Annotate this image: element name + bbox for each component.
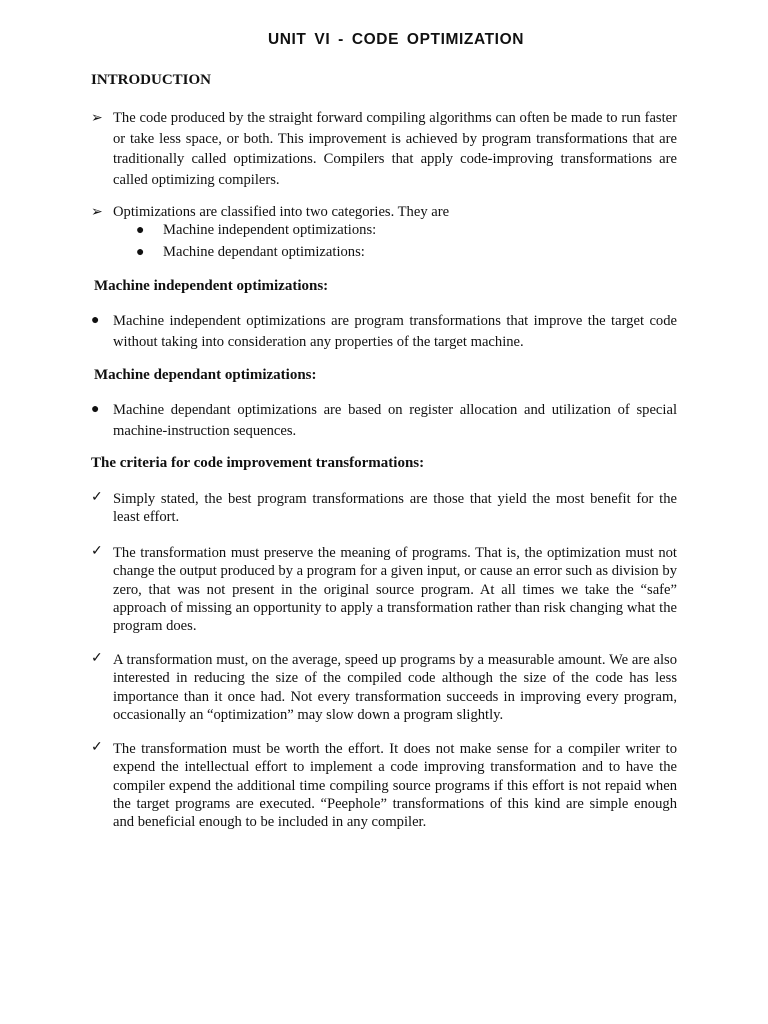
arrow-bullet-icon: ➢ bbox=[91, 111, 103, 126]
checkmark-icon: ✓ bbox=[91, 740, 103, 755]
criteria-item-1: Simply stated, the best program transformations are those that yield the most benefit for the least effort. bbox=[113, 491, 677, 526]
arrow-bullet-icon: ➢ bbox=[91, 205, 103, 220]
checkmark-icon: ✓ bbox=[91, 490, 103, 505]
page-title: UNIT VI - CODE OPTIMIZATION bbox=[267, 31, 525, 48]
machine-independent-text: Machine independent optimizations are program transformations that improve the target code without taking into consideration any properties of the target machine. bbox=[113, 313, 677, 350]
intro-paragraph-2: Optimizations are classified into two categories. They are bbox=[113, 204, 450, 220]
checkmark-icon: ✓ bbox=[91, 651, 103, 666]
checkmark-icon: ✓ bbox=[91, 544, 103, 559]
bullet-dot-icon: ● bbox=[91, 313, 100, 328]
bullet-dot-icon: ● bbox=[136, 245, 145, 260]
criteria-item-3: A transformation must, on the average, speed up programs by a measurable amount. We are also interested in reducing the size of the compiled code although the size of the code has less importance than it once had. Not every transformation succeeds in improving every program, occasionally an “optimization” may slow down a program slightly. bbox=[113, 652, 677, 723]
category-item-independent: Machine independent optimizations: bbox=[163, 222, 377, 238]
criteria-item-2: The transformation must preserve the meaning of programs. That is, the optimization must not change the output produced by a program for a given input, or cause an error such as division by zero, that was not present in the original source program. At all times we take the “safe” approach of missing an opportunity to apply a transformation rather than risk changing what the program does. bbox=[113, 545, 677, 635]
intro-paragraph-1: The code produced by the straight forward compiling algorithms can often be made to run faster or take less space, or both. This improvement is achieved by program transformations that are traditionally called optimizations. Compilers that apply code-improving transformations are called optimizing compilers. bbox=[113, 110, 677, 188]
criteria-item-4: The transformation must be worth the effort. It does not make sense for a compiler writer to expend the intellectual effort to implement a code improving transformation and to have the compiler expend the additional time compiling source programs if this effort is not repaid when the target programs are executed. “Peephole” transformations of this kind are simple enough and beneficial enough to be included in any compiler. bbox=[113, 741, 677, 831]
criteria-heading: The criteria for code improvement transformations: bbox=[91, 455, 425, 471]
machine-independent-heading: Machine independent optimizations: bbox=[94, 278, 329, 294]
introduction-heading: INTRODUCTION bbox=[91, 72, 212, 88]
bullet-dot-icon: ● bbox=[91, 402, 100, 417]
bullet-dot-icon: ● bbox=[136, 223, 145, 238]
category-item-dependant: Machine dependant optimizations: bbox=[163, 244, 365, 260]
machine-dependant-text: Machine dependant optimizations are based on register allocation and utilization of special machine-instruction sequences. bbox=[113, 402, 677, 439]
machine-dependant-heading: Machine dependant optimizations: bbox=[94, 367, 317, 383]
